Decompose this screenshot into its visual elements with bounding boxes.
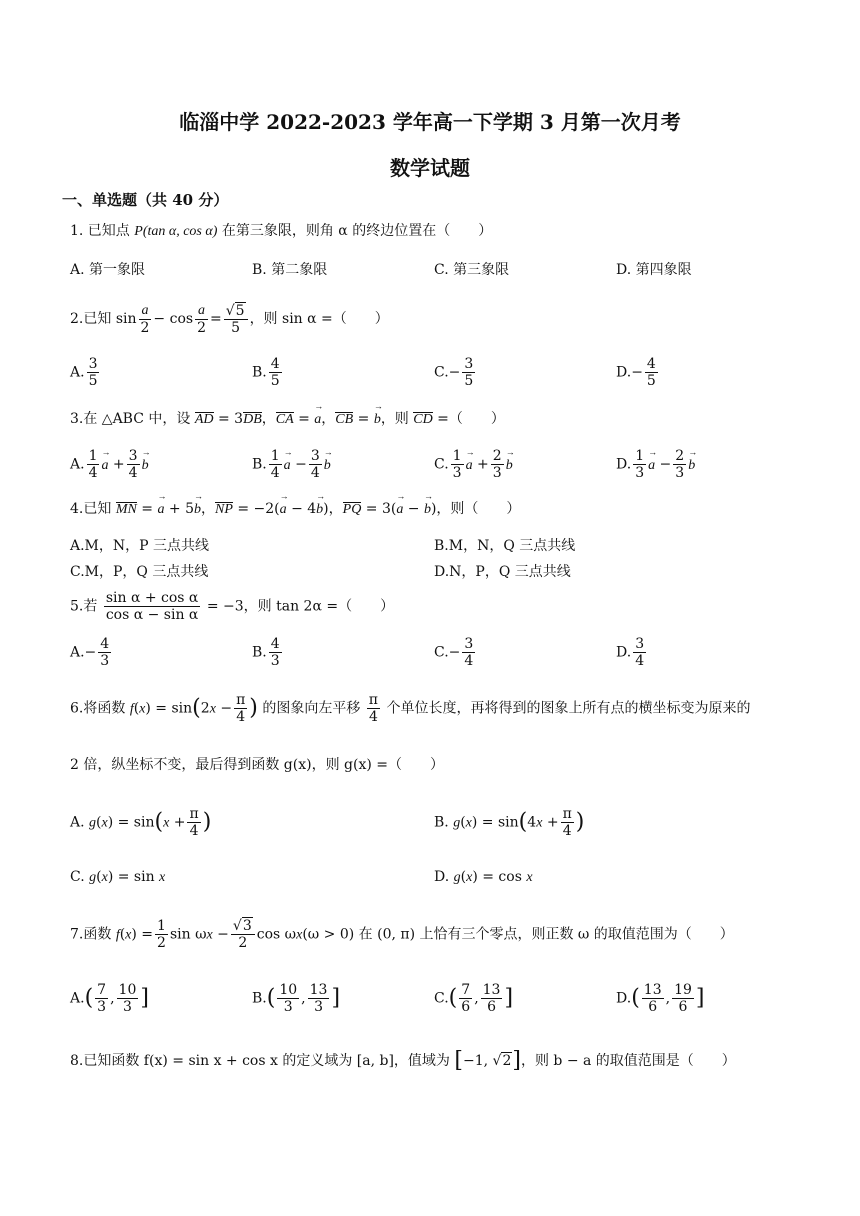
question-6-line-2: 2 倍，纵坐标不变，最后得到函数 g(x)，则 g(x) =（ ） [70, 757, 444, 773]
question-7: 7.函数 f(x) = $\frac{1}{2}$ sin ωx − $\frac{√3}{2}$ cos ωx(ω > 0) 在 (0, π) 上恰有三个零点，则正数 ω 的取值范围为（ ） [70, 918, 734, 952]
q4-option-d: D.N，P，Q 三点共线 [434, 564, 571, 580]
section-heading: 一、单选题（共 40 分） [62, 191, 229, 209]
q1-option-c: C. 第三象限 [434, 262, 510, 278]
q2-option-a: A. $\frac{3}{5}$ [70, 356, 98, 390]
q4-option-c: C.M，P，Q 三点共线 [70, 564, 209, 580]
q6-option-c: C. g(x) = sin x [70, 869, 166, 885]
q7-option-c: C.( $\frac{7}{6}$ , $\frac{13}{6}$ ] [434, 982, 514, 1016]
q3-option-d: D. $\frac{1}{3}$ a → − $\frac{2}{3}$ b → [616, 448, 695, 481]
question-5: 5.若 $\frac{\text{sin α + cos α}}{\text{cos α − sin α}}$ = −3，则 tan 2α =（ ） [70, 590, 395, 624]
q2-pre: 2.已知 [70, 311, 116, 328]
q1-math: P(tan α, cos α) [134, 224, 218, 239]
q7-option-b: B.( $\frac{10}{3}$ , $\frac{13}{3}$ ] [252, 982, 341, 1016]
question-1 [70, 224, 492, 239]
q6-option-d: D. g(x) = cos x [434, 869, 533, 885]
question-2 [70, 302, 389, 336]
q7-option-d: D.( $\frac{13}{6}$ , $\frac{19}{6}$ ] [616, 982, 705, 1016]
q4-option-a: A.M，N，P 三点共线 [70, 538, 210, 554]
q5-option-c: C.− $\frac{3}{4}$ [434, 636, 474, 670]
q3-option-a: A. $\frac{1}{4}$ a → + $\frac{3}{4}$ b → [70, 448, 149, 481]
q1-option-b: B. 第二象限 [252, 262, 328, 278]
exam-title: 临淄中学 2022-2023 学年高一下学期 3 月第一次月考 [179, 110, 681, 134]
q5-option-a: A.− $\frac{4}{3}$ [70, 636, 110, 670]
q3-option-c: C. $\frac{1}{3}$ a → + $\frac{2}{3}$ b → [434, 448, 513, 481]
question-4: 4.已知 MN = a → + 5b →，NP = −2(a → − 4b →)，PQ = 3(a → − b →)，则（ ） [70, 502, 520, 517]
question-8: 8.已知函数 f(x) = sin x + cos x 的定义域为 [a, b]，值域为 [−1, √2]，则 b − a 的取值范围是（ ） [70, 1048, 736, 1073]
q5-option-d: D. $\frac{3}{4}$ [616, 636, 645, 670]
question-6: 6.将函数 f(x) = sin(2x − $\frac{\pi}{4}$ ) 的图象向左平移 $\frac{\pi}{4}$ 个单位长度，再将得到的图象上所有点的横坐标变为原来的 [70, 692, 751, 726]
q4-option-b: B.M，N，Q 三点共线 [434, 538, 576, 554]
q2-option-c: C.− $\frac{3}{5}$ [434, 356, 474, 390]
q2-option-b: B. $\frac{4}{5}$ [252, 356, 280, 390]
q2-equation: sin $\frac{a}{2}$ − cos $\frac{a}{2}$ = $\frac{√5}{5}$ [116, 311, 250, 327]
q2-post: ，则 sin α =（ ） [249, 311, 389, 328]
q5-option-b: B. $\frac{4}{3}$ [252, 636, 280, 670]
q7-option-a: A.( $\frac{7}{3}$ , $\frac{10}{3}$ ] [70, 982, 149, 1016]
q6-option-b: B. g(x) = sin(4x + $\frac{\pi}{4}$ ) [434, 806, 585, 840]
q3-option-b: B. $\frac{1}{4}$ a → − $\frac{3}{4}$ b → [252, 448, 331, 481]
q1-option-a: A. 第一象限 [70, 262, 146, 278]
exam-subtitle: 数学试题 [390, 156, 470, 180]
q2-option-d: D.− $\frac{4}{5}$ [616, 356, 656, 390]
q1-pre: 1. 已知点 [70, 223, 135, 239]
q1-post: 在第三象限，则角 α 的终边位置在（ ） [217, 223, 493, 239]
question-3: 3.在 △ABC 中，设 AD = 3DB，CA = a →，CB = b →，则 CD =（ ） [70, 412, 505, 427]
q1-option-d: D. 第四象限 [616, 262, 692, 278]
q6-option-a: A. g(x) = sin(x + $\frac{\pi}{4}$ ) [70, 806, 212, 840]
